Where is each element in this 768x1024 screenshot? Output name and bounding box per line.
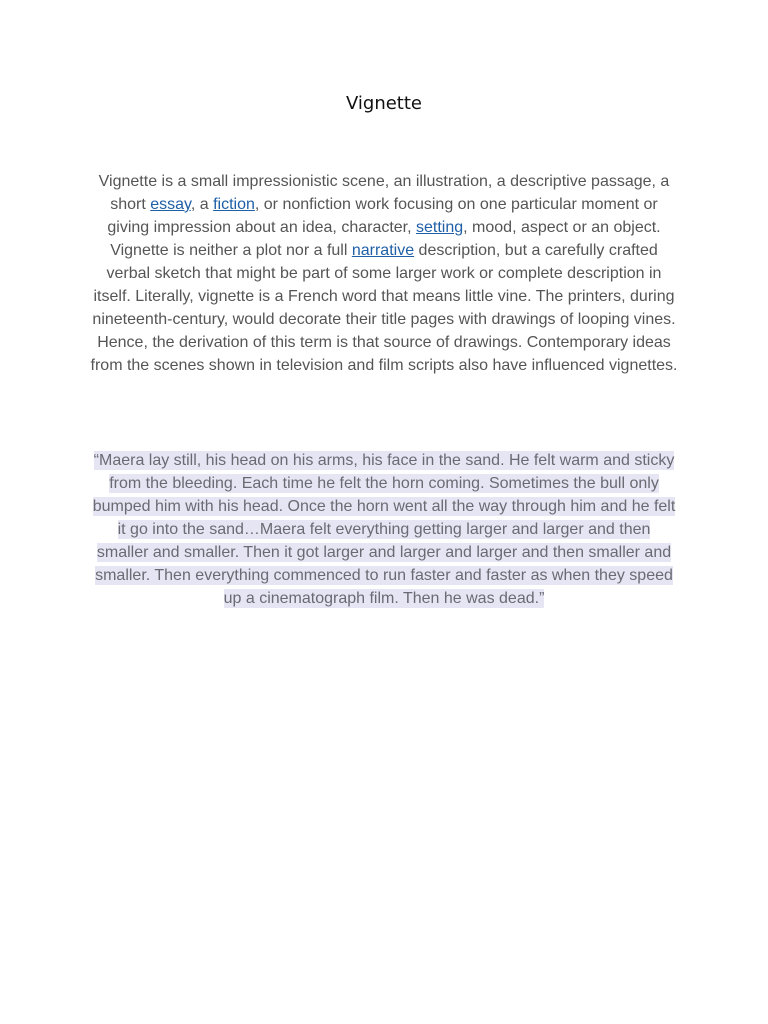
link-fiction[interactable]: fiction	[213, 196, 255, 213]
paragraph-text: description, but a carefully crafted verbal sketch that might be part of some larger work or complete description in itself. Literally, vignette is a French word that means little vine. The printers, during nineteenth-century, would decorate their title pages with drawings of looping vines. Hence, the derivation of this term is that source of drawings. Contemporary ideas from the scenes shown in television and film scripts also have influenced vignettes.	[90, 242, 678, 374]
page-title: Vignette	[345, 93, 423, 114]
highlighted-quote	[92, 449, 676, 610]
link-essay[interactable]: essay	[150, 196, 191, 213]
paragraph-text: , or nonfiction work focusing on one particular moment or giving impression about an idea, character,	[107, 196, 658, 236]
quote-text: “Maera lay still, his head on his arms, his face in the sand. He felt warm and sticky from the bleeding. Each time he felt the horn coming. Sometimes the bull only bumped him with his head. Once the horn went all the way through him and he felt it go into the sand…Maera felt everything getting larger and larger and then smaller and smaller. Then it got larger and larger and larger and then smaller and smaller. Then everything commenced to run faster and faster as when they speed up a cinematograph film. Then he was dead.”	[92, 452, 676, 607]
link-narrative[interactable]: narrative	[351, 242, 415, 259]
paragraph-text: , mood, aspect or an object. Vignette is neither a plot nor a full	[110, 219, 661, 259]
body-paragraph	[88, 170, 680, 377]
link-setting[interactable]: setting	[416, 219, 464, 236]
paragraph-text: Vignette is a small impressionistic scene, an illustration, a descriptive passage, a short	[98, 173, 670, 213]
paragraph-text: , a	[190, 196, 214, 213]
